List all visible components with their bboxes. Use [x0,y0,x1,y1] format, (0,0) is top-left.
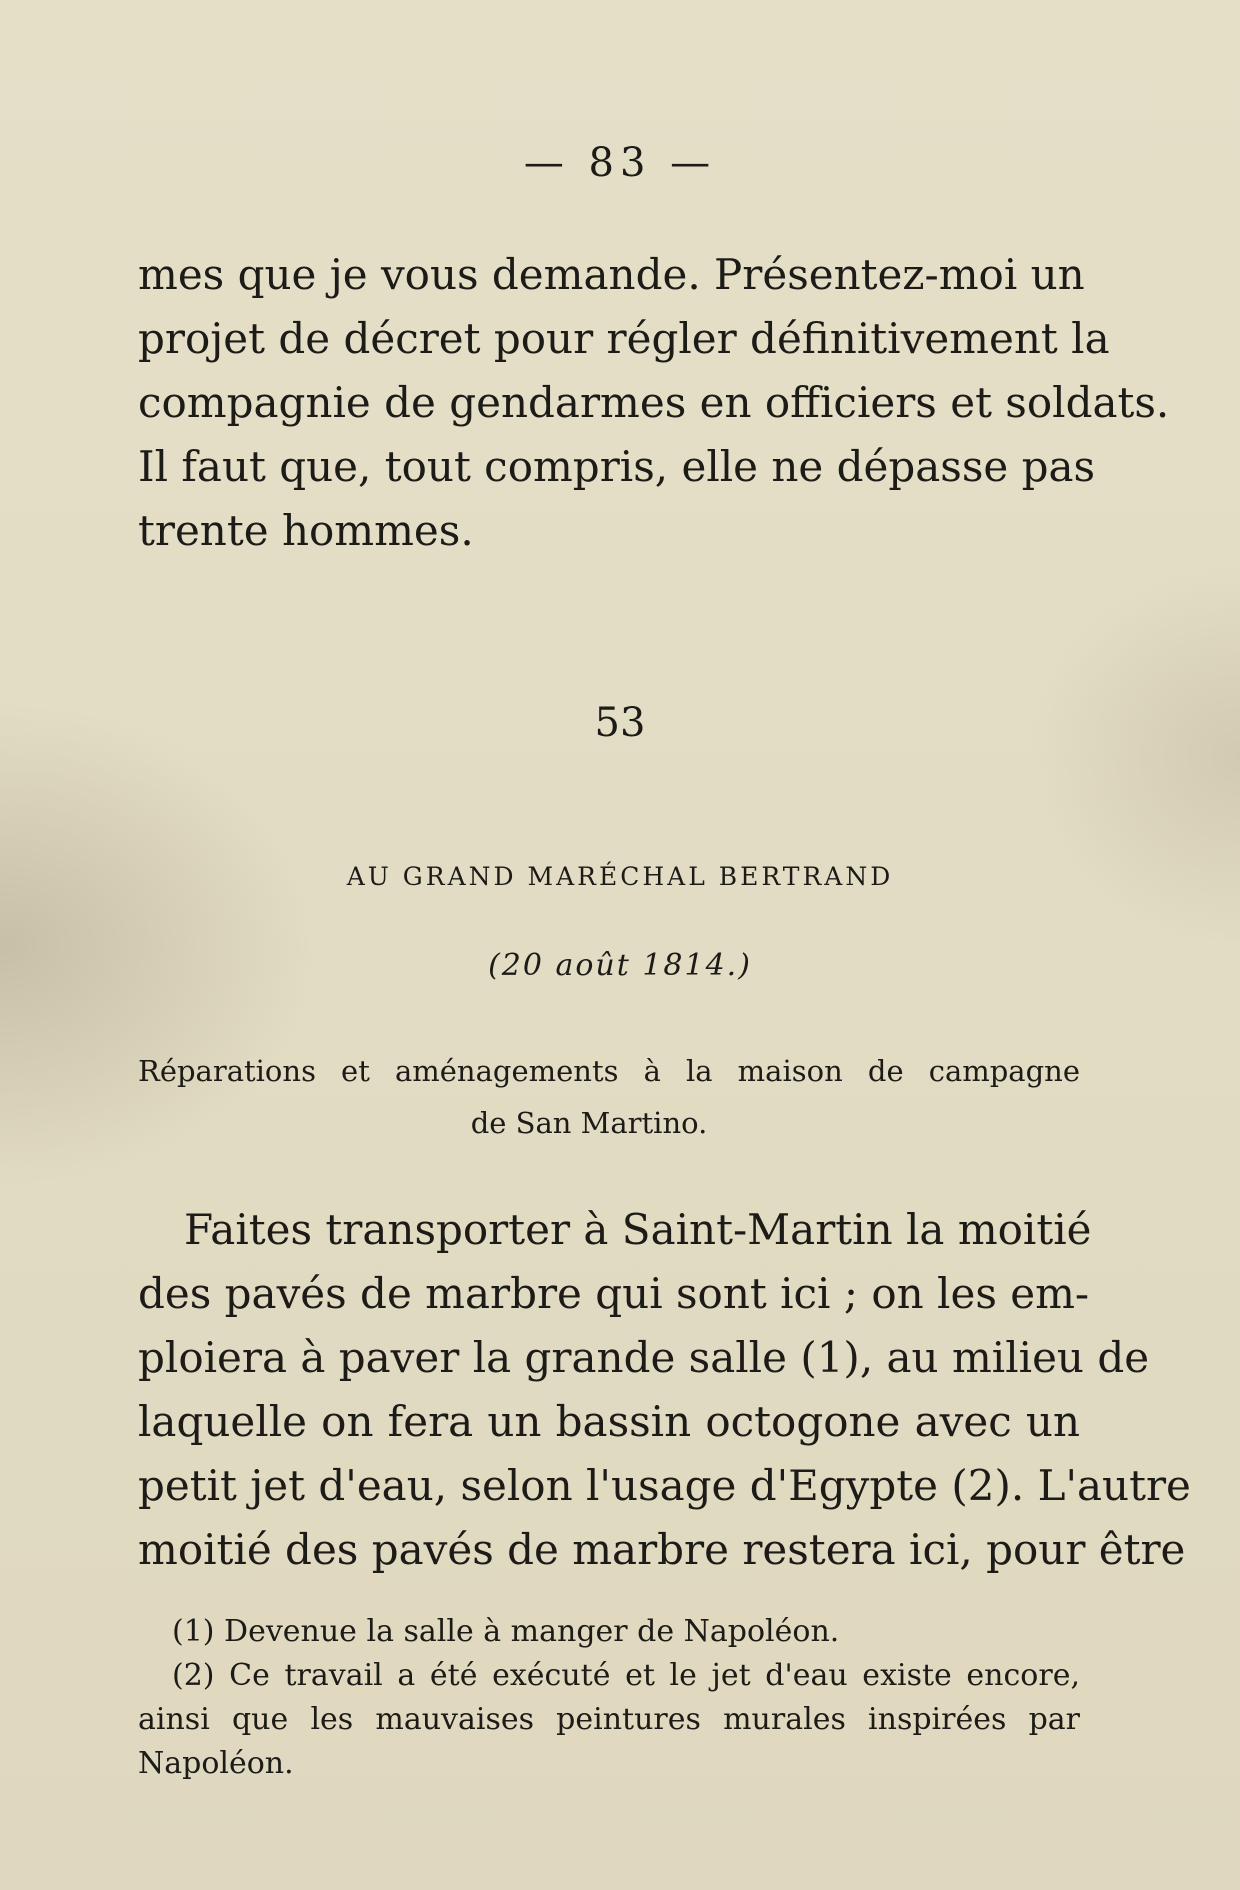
letter-number: 53 [594,700,646,746]
text-line: trente hommes. [138,506,474,555]
text-line: des pavés de marbre qui sont ici ; on les em- [138,1269,1090,1318]
text-line: petit jet d'eau, selon l'usage d'Egypte (2). L'autre [138,1461,1191,1510]
letter-body [138,1198,1191,1582]
letter-summary [138,1045,1080,1149]
summary-line: Réparations et aménagements à la maison de campagne [138,1054,1080,1088]
text-line: ploiera à paver la grande salle (1), au milieu de [138,1333,1150,1382]
footnote: (1) Devenue la salle à manger de Napoléon. [172,1614,840,1649]
text-line: compagnie de gendarmes en officiers et soldats. [138,378,1170,427]
text-line: projet de décret pour régler définitivement la [138,314,1110,363]
footnote-continuation: ainsi que les mauvaises peintures murales inspirées par [138,1702,1080,1737]
summary-line: de San Martino. [470,1106,708,1140]
letter-recipient: AU GRAND MARÉCHAL BERTRAND [346,862,894,891]
text-line: Il faut que, tout compris, elle ne dépasse pas [138,442,1096,491]
text-line: laquelle on fera un bassin octogone avec un [138,1397,1080,1446]
footnote-continuation: Napoléon. [138,1746,294,1781]
letter-date: (20 août 1814.) [488,948,752,983]
footnotes [138,1610,1080,1786]
text-line: mes que je vous demande. Présentez-moi un [138,250,1085,299]
text-line: Faites transporter à Saint-Martin la moitié [184,1205,1092,1254]
text-line: moitié des pavés de marbre restera ici, pour être [138,1525,1186,1574]
continuation-paragraph [138,243,1170,563]
page-number: — 83 — [523,140,717,186]
footnote: (2) Ce travail a été exécuté et le jet d'eau existe encore, [172,1658,1080,1693]
